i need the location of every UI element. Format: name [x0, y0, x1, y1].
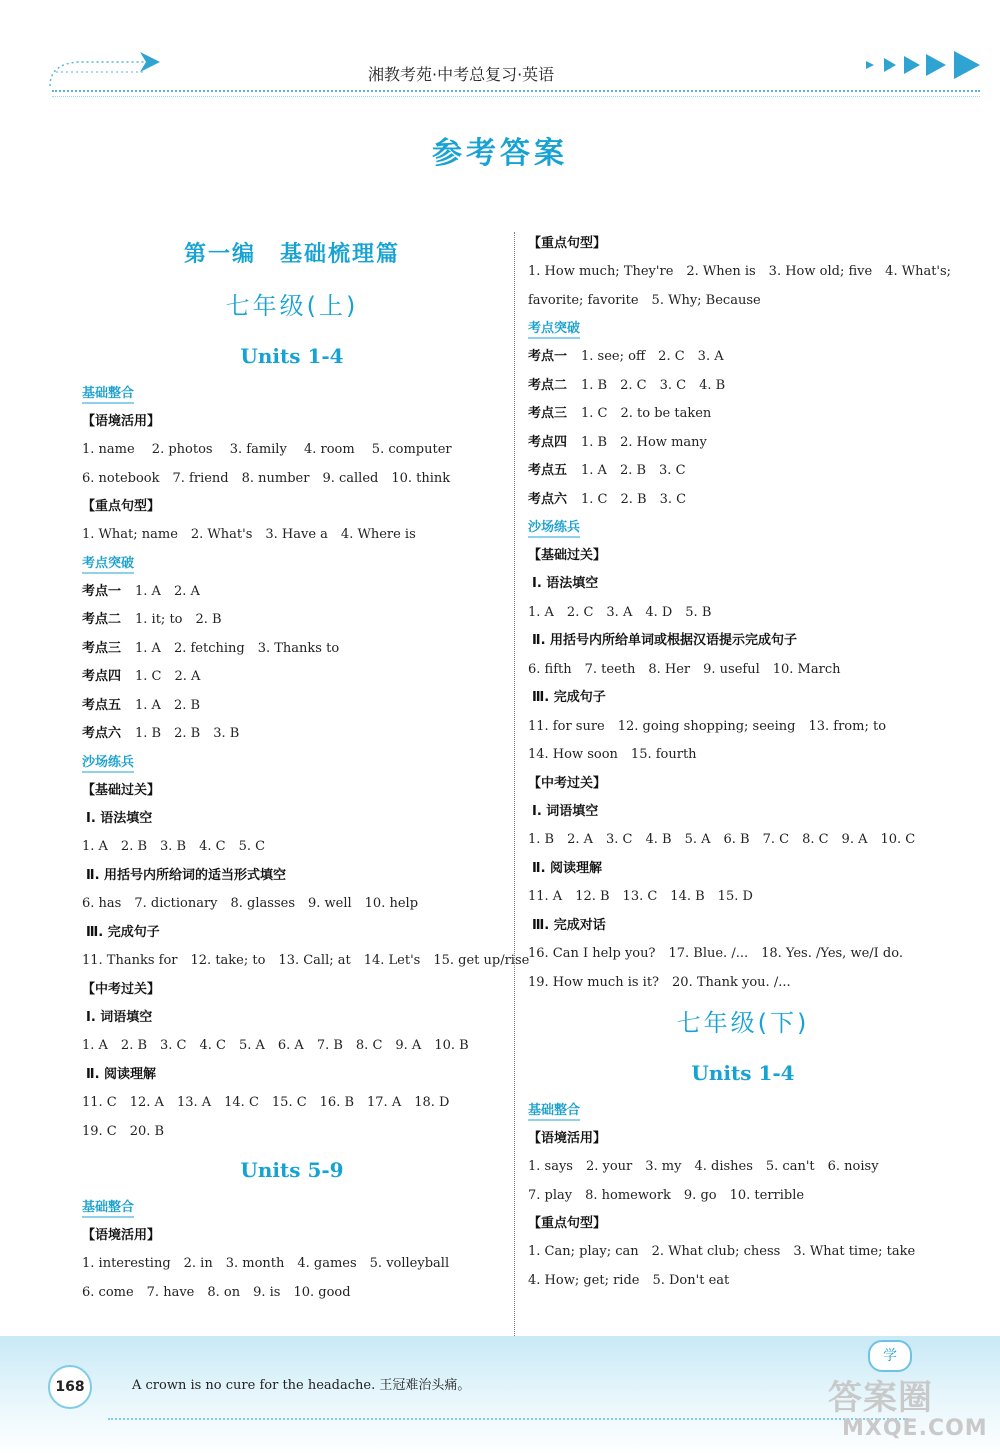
kaodian-key: 考点一	[528, 349, 568, 364]
answer-line: 19. How much is it? 20. Thank you. /...	[528, 974, 791, 990]
right-column	[528, 230, 958, 1295]
answer-line: 14. How soon 15. fourth	[528, 747, 697, 762]
watermark-url: MXQE.COM	[842, 1416, 988, 1441]
grade-title: 七年级(下)	[676, 1009, 810, 1037]
kaodian-value: 1. C 2. A	[135, 669, 201, 684]
kaodian-value: 1. A 2. B	[135, 697, 201, 713]
kaodian-key: 考点一	[82, 583, 122, 599]
kaodian-row	[528, 429, 958, 458]
kaodian-row	[528, 457, 958, 486]
header-title: 湘教考苑·中考总复习·英语	[368, 65, 555, 84]
unit-title: Units 5-9	[240, 1158, 344, 1182]
sub-label: 【基础过关】	[528, 548, 607, 563]
section-label-text: 沙场练兵	[528, 520, 580, 538]
answer-line: 1. A 2. C 3. A 4. D 5. B	[528, 604, 712, 620]
answer-line: 1. B 2. A 3. C 4. B 5. A 6. B 7. C 8. C 9. A 10. C	[528, 832, 916, 847]
study-badge-icon: 学	[868, 1340, 912, 1372]
answer-line: 11. for sure 12. going shopping; seeing 13. from; to	[528, 718, 887, 734]
kaodian-row	[82, 635, 502, 664]
header-arrow-left	[48, 46, 168, 96]
kaodian-row	[528, 486, 958, 515]
kaodian-value: 1. A 2. B 3. C	[581, 463, 686, 478]
section-label-text: 考点突破	[82, 556, 134, 574]
header-rule-secondary	[52, 96, 980, 97]
section-label-text: 基础整合	[82, 1200, 134, 1218]
answer-line: 1. interesting 2. in 3. month 4. games 5. volleyball	[82, 1256, 450, 1271]
section-label-text: 基础整合	[528, 1103, 580, 1121]
kaodian-value: 1. A 2. fetching 3. Thanks to	[135, 640, 340, 656]
kaodian-value: 1. C 2. to be taken	[581, 406, 712, 421]
question-heading: Ⅰ. 语法填空	[86, 810, 153, 826]
section-label-text: 考点突破	[528, 321, 580, 339]
answer-line: 11. Thanks for 12. take; to 13. Call; at 14. Let's 15. get up/rise	[82, 953, 530, 968]
kaodian-key: 考点四	[528, 434, 568, 450]
question-heading: Ⅲ. 完成对话	[532, 917, 606, 933]
question-heading: Ⅲ. 完成句子	[86, 924, 160, 940]
page-number: 168	[48, 1365, 92, 1409]
question-heading: Ⅰ. 词语填空	[532, 803, 599, 819]
section-label-text: 基础整合	[82, 386, 134, 404]
kaodian-row	[82, 720, 502, 749]
footer-motto: A crown is no cure for the headache. 王冠难治头痛。	[132, 1378, 471, 1393]
section-label	[528, 1097, 958, 1125]
kaodian-value: 1. B 2. B 3. B	[135, 726, 240, 741]
section-label	[82, 550, 502, 578]
question-heading: Ⅱ. 阅读理解	[86, 1066, 157, 1082]
question-heading: Ⅰ. 语法填空	[532, 576, 599, 591]
kaodian-value: 1. B 2. How many	[581, 434, 707, 450]
sub-label: 【语境活用】	[82, 1228, 161, 1243]
answer-line: 19. C 20. B	[82, 1123, 165, 1139]
answer-line: 4. How; get; ride 5. Don't eat	[528, 1272, 730, 1288]
answer-line: 1. A 2. B 3. C 4. C 5. A 6. A 7. B 8. C 9. A 10. B	[82, 1038, 469, 1053]
kaodian-row	[82, 692, 502, 721]
kaodian-key: 考点二	[528, 377, 568, 393]
answer-line: 6. fifth 7. teeth 8. Her 9. useful 10. March	[528, 661, 841, 677]
sub-label: 【语境活用】	[82, 414, 161, 429]
footer-rule	[108, 1418, 908, 1420]
answer-line: 6. come 7. have 8. on 9. is 10. good	[82, 1284, 351, 1300]
kaodian-value: 1. see; off 2. C 3. A	[581, 349, 724, 364]
section-label	[82, 749, 502, 777]
answer-line: 1. A 2. B 3. B 4. C 5. C	[82, 839, 266, 854]
answer-line: 1. How much; They're 2. When is 3. How old; five 4. What's;	[528, 264, 952, 279]
kaodian-key: 考点六	[82, 726, 122, 741]
section-label	[528, 315, 958, 343]
section-label-text: 沙场练兵	[82, 755, 134, 773]
kaodian-row	[82, 578, 502, 607]
column-divider	[514, 232, 515, 1344]
kaodian-value: 1. A 2. A	[135, 583, 200, 599]
sub-label: 【重点句型】	[528, 236, 607, 251]
answer-line: 11. A 12. B 13. C 14. B 15. D	[528, 889, 753, 904]
kaodian-value: 1. B 2. C 3. C 4. B	[581, 377, 726, 393]
kaodian-row	[82, 663, 502, 692]
kaodian-row	[528, 372, 958, 401]
answer-line: 1. Can; play; can 2. What club; chess 3. What time; take	[528, 1244, 916, 1259]
header-rule	[52, 90, 980, 92]
sub-label: 【重点句型】	[82, 499, 161, 514]
kaodian-key: 考点二	[82, 612, 122, 627]
page-title: 参考答案	[432, 136, 568, 171]
kaodian-key: 考点六	[528, 491, 568, 507]
answer-line: 1. What; name 2. What's 3. Have a 4. Where is	[82, 527, 416, 542]
answer-line: 11. C 12. A 13. A 14. C 15. C 16. B 17. A 18. D	[82, 1095, 450, 1110]
unit-title: Units 1-4	[691, 1061, 795, 1085]
question-heading: Ⅲ. 完成句子	[532, 690, 606, 705]
grade-title: 七年级(上)	[225, 292, 359, 320]
question-heading: Ⅱ. 阅读理解	[532, 860, 603, 876]
kaodian-key: 考点三	[82, 640, 122, 656]
sub-label: 【中考过关】	[82, 981, 161, 997]
unit-title: Units 1-4	[240, 344, 344, 368]
answer-line: 16. Can I help you? 17. Blue. /... 18. Yes. /Yes, we/I do.	[528, 946, 903, 961]
left-column	[82, 230, 530, 1307]
sub-label: 【基础过关】	[82, 782, 161, 798]
answer-line: 6. has 7. dictionary 8. glasses 9. well 10. help	[82, 896, 419, 911]
kaodian-value: 1. C 2. B 3. C	[581, 491, 687, 507]
section-label	[82, 1194, 502, 1222]
kaodian-value: 1. it; to 2. B	[135, 612, 222, 627]
answer-line: 1. says 2. your 3. my 4. dishes 5. can't 6. noisy	[528, 1159, 879, 1174]
sub-label: 【重点句型】	[528, 1216, 607, 1231]
sub-label: 【中考过关】	[528, 775, 607, 791]
answer-line: favorite; favorite 5. Why; Because	[528, 292, 761, 308]
sub-label: 【语境活用】	[528, 1131, 607, 1146]
answer-line: 1. name 2. photos 3. family 4. room 5. computer	[82, 442, 452, 457]
section-label	[82, 380, 502, 408]
section-label	[528, 514, 958, 542]
part-title: 第一编 基础梳理篇	[183, 242, 400, 267]
kaodian-key: 考点四	[82, 669, 122, 684]
question-heading: Ⅱ. 用括号内所给词的适当形式填空	[86, 867, 287, 883]
kaodian-row	[528, 343, 958, 372]
watermark-logo: 答案圈	[828, 1378, 933, 1418]
kaodian-key: 考点三	[528, 406, 568, 421]
kaodian-key: 考点五	[528, 463, 568, 478]
kaodian-row	[82, 606, 502, 635]
answer-line: 6. notebook 7. friend 8. number 9. called 10. think	[82, 470, 451, 486]
kaodian-row	[528, 400, 958, 429]
answer-line: 7. play 8. homework 9. go 10. terrible	[528, 1187, 805, 1203]
kaodian-key: 考点五	[82, 697, 122, 713]
question-heading: Ⅰ. 词语填空	[86, 1009, 153, 1025]
header-arrows-right	[862, 50, 984, 80]
question-heading: Ⅱ. 用括号内所给单词或根据汉语提示完成句子	[532, 633, 798, 648]
